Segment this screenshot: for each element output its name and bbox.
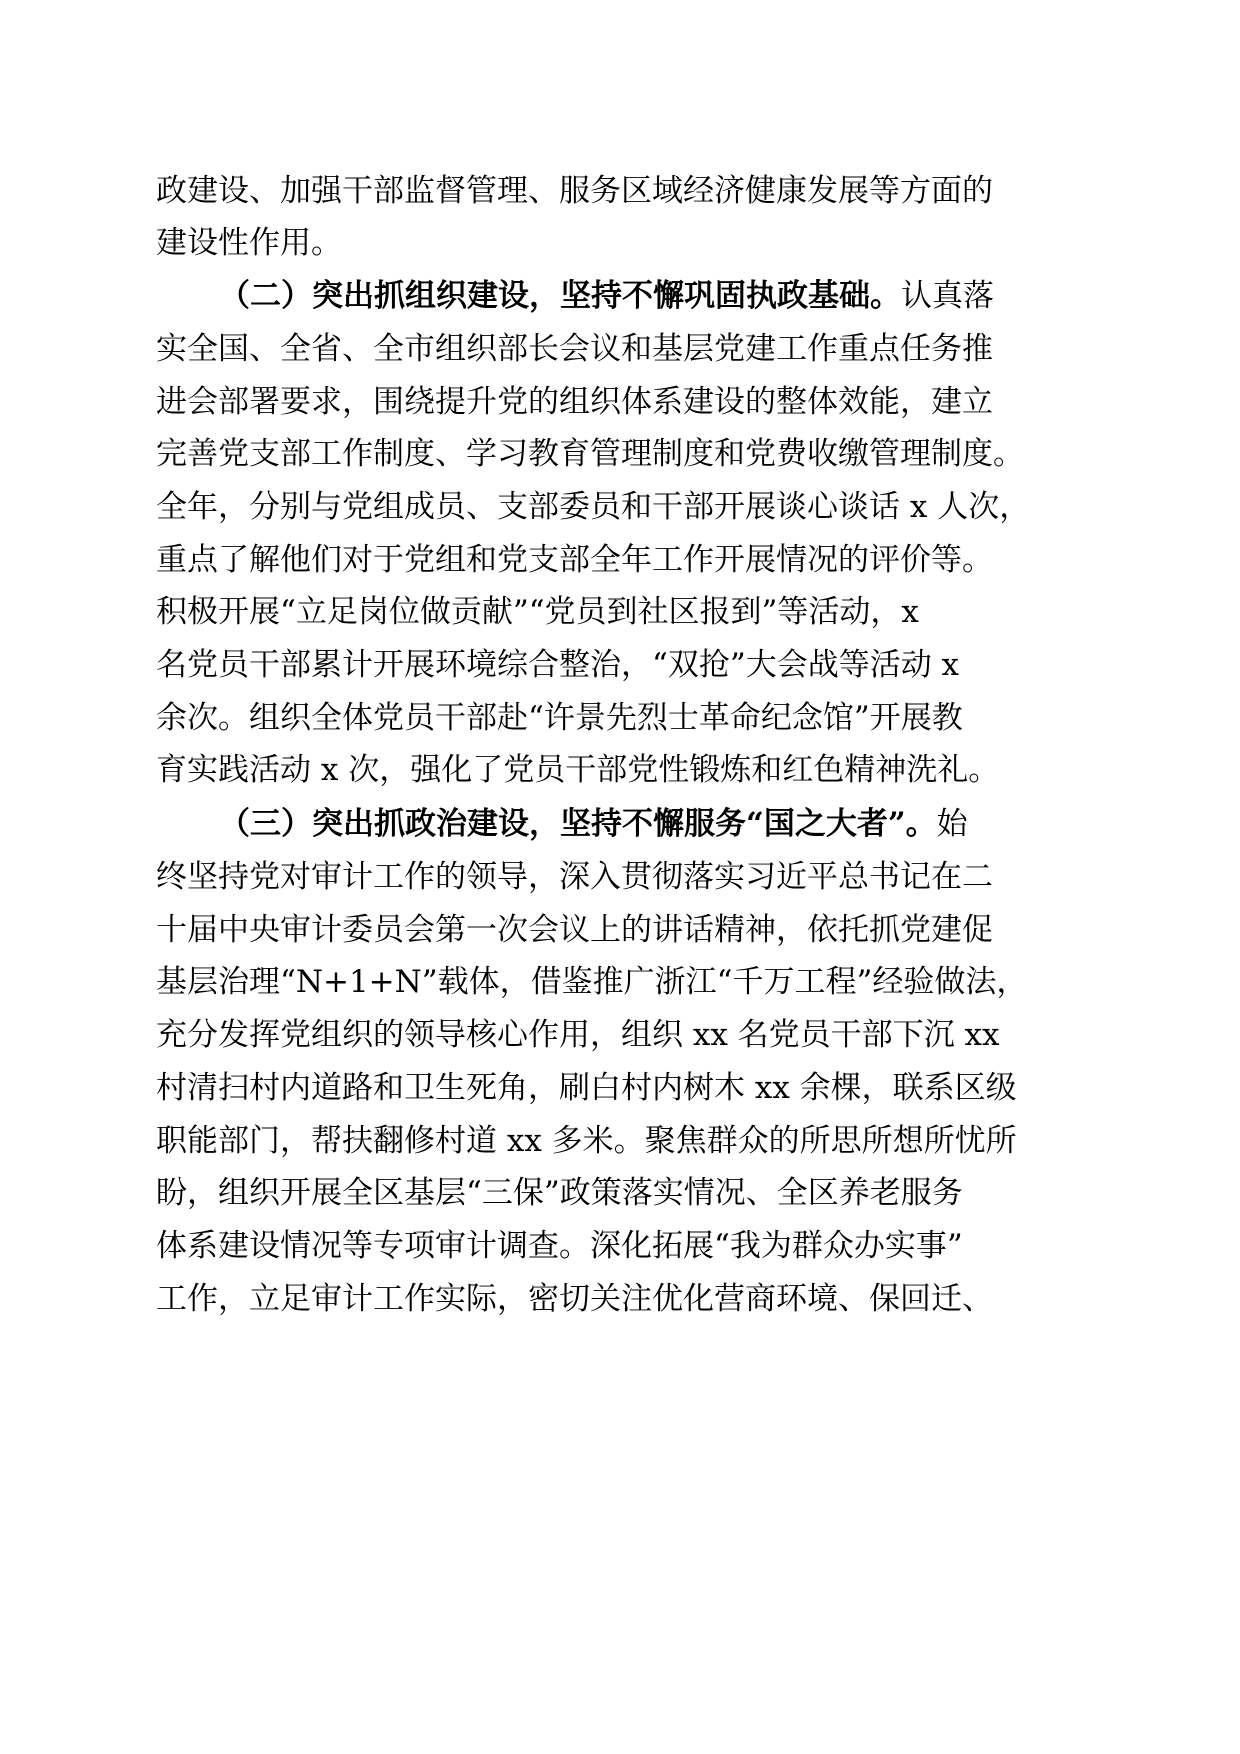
paragraph-line	[156, 1068, 1017, 1108]
line-text: 进会部署要求，围绕提升党的组织体系建设的整体效能，建立	[156, 384, 993, 420]
section-heading: （三）突出抓政治建设，坚持不懈服务“国之大者”。	[219, 806, 937, 842]
paragraph-line	[156, 1121, 1017, 1161]
paragraph-line	[156, 645, 959, 685]
line-text: 重点了解他们对于党组和党支部全年工作开展情况的评价等。	[156, 542, 993, 578]
paragraph-line	[156, 857, 993, 897]
line-text: 全年，分别与党组成员、支部委员和干部开展谈心谈话 x 人次，	[156, 489, 1031, 525]
section-heading-line	[219, 276, 994, 316]
section-heading: （二）突出抓组织建设，坚持不懈巩固执政基础。	[219, 278, 901, 314]
line-text: 名党员干部累计开展环境综合整治，“双抢”大会战等活动 x	[156, 647, 960, 683]
paragraph-line	[156, 910, 993, 950]
line-text: 终坚持党对审计工作的领导，深入贯彻落实习近平总书记在二	[156, 859, 993, 895]
line-text: 认真落	[901, 278, 994, 314]
line-text: 积极开展“立足岗位做贡献”“党员到社区报到”等活动，x	[156, 594, 919, 630]
line-text: 十届中央审计委员会第一次会议上的讲话精神，依托抓党建促	[156, 912, 993, 948]
paragraph-line	[156, 223, 342, 263]
paragraph-line	[156, 1173, 963, 1213]
paragraph-line	[156, 750, 999, 790]
paragraph-line	[156, 592, 919, 632]
line-text: 职能部门，帮扶翻修村道 xx 多米。聚焦群众的所思所想所忧所	[156, 1123, 1017, 1159]
line-text: 始	[936, 806, 968, 842]
line-text: 实全国、全省、全市组织部长会议和基层党建工作重点任务推	[156, 331, 993, 367]
line-text: 育实践活动 x 次，强化了党员干部党性锻炼和红色精神洗礼。	[156, 752, 1000, 788]
section-heading-line	[219, 804, 968, 844]
line-text: 政建设、加强干部监督管理、服务区域经济健康发展等方面的	[156, 173, 993, 209]
line-text: 盼，组织开展全区基层“三保”政策落实情况、全区养老服务	[156, 1175, 963, 1211]
line-text: 充分发挥党组织的领导核心作用，组织 xx 名党员干部下沉 xx	[156, 1017, 1000, 1053]
paragraph-line	[156, 1279, 993, 1319]
paragraph-line	[156, 1015, 1000, 1055]
paragraph-line	[156, 434, 1024, 474]
paragraph-line	[156, 329, 993, 369]
line-text: 完善党支部工作制度、学习教育管理制度和党费收缴管理制度。	[156, 436, 1024, 472]
paragraph-line	[156, 698, 963, 738]
line-text: 基层治理“N+1+N”载体，借鉴推广浙江“千万工程”经验做法，	[156, 964, 1028, 1000]
line-text: 余次。组织全体党员干部赴“许景先烈士革命纪念馆”开展教	[156, 700, 963, 736]
paragraph-line	[156, 382, 993, 422]
paragraph-line	[156, 487, 1030, 527]
line-text: 村清扫村内道路和卫生死角，刷白村内树木 xx 余棵，联系区级	[156, 1070, 1017, 1106]
line-text: 体系建设情况等专项审计调查。深化拓展“我为群众办实事”	[156, 1228, 963, 1264]
paragraph-line	[156, 540, 993, 580]
line-text: 建设性作用。	[156, 225, 342, 261]
paragraph-line	[156, 962, 1027, 1002]
line-text: 工作，立足审计工作实际，密切关注优化营商环境、保回迁、	[156, 1281, 993, 1317]
paragraph-line	[156, 171, 993, 211]
paragraph-line	[156, 1226, 963, 1266]
